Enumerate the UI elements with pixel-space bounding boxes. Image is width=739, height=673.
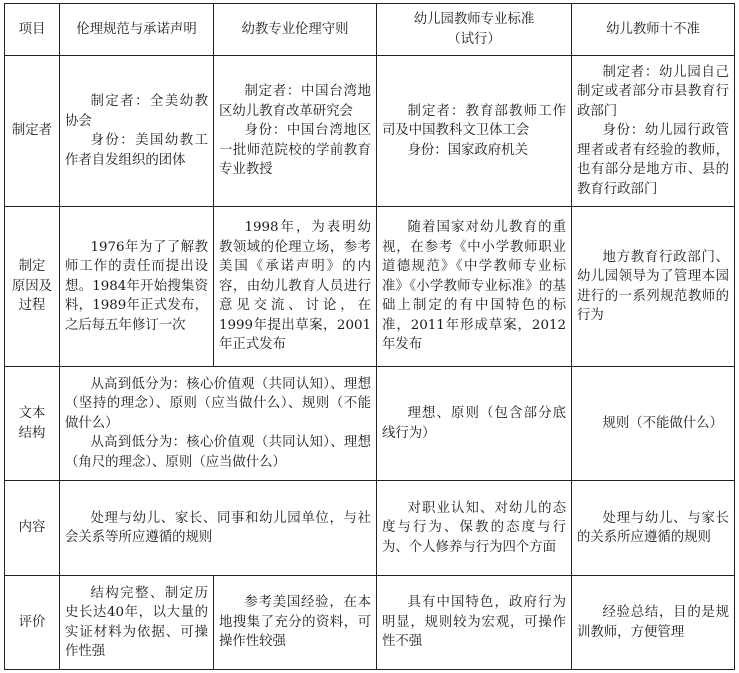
reason-label-line2: 原因及 xyxy=(11,278,53,294)
row-reason-col4 xyxy=(572,207,735,367)
row-reason-label xyxy=(5,207,60,367)
evaluation-col1-text: 结构完整、制定历史长达40年，以大量的实证材料为依据、可操作性强 xyxy=(65,585,208,659)
structure-col12-part2: 从高到低分为：核心价值观（共同认知）、理想（角尺的理念）、原则（应当做什么） xyxy=(65,435,371,470)
row-maker-col2 xyxy=(214,56,377,207)
row-reason-col2 xyxy=(214,207,377,367)
row-content-label: 内容 xyxy=(5,481,60,576)
structure-label-line2: 结构 xyxy=(18,425,46,441)
header-col3 xyxy=(377,4,572,56)
maker-col3-line: 制定者：教育部教师工作司及中国教科文卫体工会 xyxy=(382,103,566,139)
row-structure xyxy=(5,367,735,481)
row-structure-col4 xyxy=(572,367,735,481)
structure-col3-text: 理想、原则（包含部分底线行为） xyxy=(382,406,566,441)
row-reason-col3 xyxy=(377,207,572,367)
row-evaluation-col4 xyxy=(572,576,735,670)
maker-col4-line: 身份：幼儿园行政管理者或者有经验的教师，也有部分是地方市、县的教育行政部门 xyxy=(577,123,729,197)
row-maker-col3 xyxy=(377,56,572,207)
maker-col3-line: 身份：国家政府机关 xyxy=(407,142,528,158)
reason-col1-text: 1976年为了了解教师工作的责任而提出设想。1984年开始搜集资料，1989年正式发布，之后每五年修订一次 xyxy=(65,239,208,333)
row-evaluation-col2 xyxy=(214,576,377,670)
row-maker-col4 xyxy=(572,56,735,207)
content-col3-text: 对职业认知、对幼儿的态度与行为、保教的态度与行为、个人修养与行为四个方面 xyxy=(382,500,566,555)
row-structure-col12 xyxy=(60,367,377,481)
header-col3-line1: 幼儿园教师专业标准 xyxy=(413,12,535,27)
evaluation-col4-text: 经验总结，目的是规训教师，方便管理 xyxy=(577,605,729,640)
header-col3-line2: （试行） xyxy=(447,31,501,47)
reason-col2-text: 1998年，为表明幼教领域的伦理立场，参考美国《承诺声明》的内容，由幼儿教育人员进行意见交流、讨论，在1999年提出草案，2001年正式发布 xyxy=(219,220,371,353)
header-col4: 幼儿教师十不准 xyxy=(572,4,735,56)
header-col1: 伦理规范与承诺声明 xyxy=(60,4,214,56)
row-content-col12 xyxy=(60,481,377,576)
row-structure-col3 xyxy=(377,367,572,481)
row-reason-col1 xyxy=(60,207,214,367)
comparison-table xyxy=(4,3,735,670)
maker-col1-line: 身份：美国幼教工作者自发组织的团体 xyxy=(65,133,208,168)
row-maker-col1 xyxy=(60,56,214,207)
row-maker-label: 制定者 xyxy=(5,56,60,207)
row-content-col4 xyxy=(572,481,735,576)
row-content xyxy=(5,481,735,576)
structure-col4-text: 规则（不能做什么） xyxy=(602,415,723,431)
evaluation-col3-text: 具有中国特色，政府行为明显，规则较为宏观，可操作性不强 xyxy=(382,595,566,650)
maker-col1-line: 制定者：全美幼教协会 xyxy=(65,94,208,129)
maker-col2-line: 身份：中国台湾地区一批师范院校的学前教育专业教授 xyxy=(219,123,371,178)
row-evaluation-label: 评价 xyxy=(5,576,60,670)
header-row xyxy=(5,4,735,56)
row-evaluation xyxy=(5,576,735,670)
content-col12-text: 处理与幼儿、家长、同事和幼儿园单位，与社会关系等所应遵循的规则 xyxy=(65,510,371,545)
reason-label-line3: 过程 xyxy=(18,298,46,314)
row-evaluation-col3 xyxy=(377,576,572,670)
row-structure-label xyxy=(5,367,60,481)
reason-col4-text: 地方教育行政部门、幼儿园领导为了管理本园进行的一系列规范教师的行为 xyxy=(577,249,729,323)
evaluation-col2-text: 参考美国经验，在本地搜集了充分的资料，可操作性较强 xyxy=(219,595,371,650)
row-evaluation-col1 xyxy=(60,576,214,670)
structure-label-line1: 文本 xyxy=(18,406,46,421)
maker-col2-line: 制定者：中国台湾地区幼儿教育改革研究会 xyxy=(219,84,371,119)
content-col4-text: 处理与幼儿、与家长的关系所应遵循的规则 xyxy=(577,510,729,545)
header-item: 项目 xyxy=(5,4,60,56)
row-reason xyxy=(5,207,735,367)
header-col2: 幼教专业伦理守则 xyxy=(214,4,377,56)
row-content-col3 xyxy=(377,481,572,576)
structure-col12-part1: 从高到低分为：核心价值观（共同认知）、理想（坚持的理念）、原则（应当做什么）、规则（不能做什么） xyxy=(65,376,371,431)
reason-col3-text: 随着国家对幼儿教育的重视，在参考《中小学教师职业道德规范》《中学教师专业标准》《小学教师专业标准》的基础上制定的有中国特色的标准，2011年形成草案，2012年发布 xyxy=(382,220,566,353)
reason-label-line1: 制定 xyxy=(18,259,46,275)
maker-col4-line: 制定者：幼儿园自己制定或者部分市县教育行政部门 xyxy=(577,64,729,119)
row-maker xyxy=(5,56,735,207)
